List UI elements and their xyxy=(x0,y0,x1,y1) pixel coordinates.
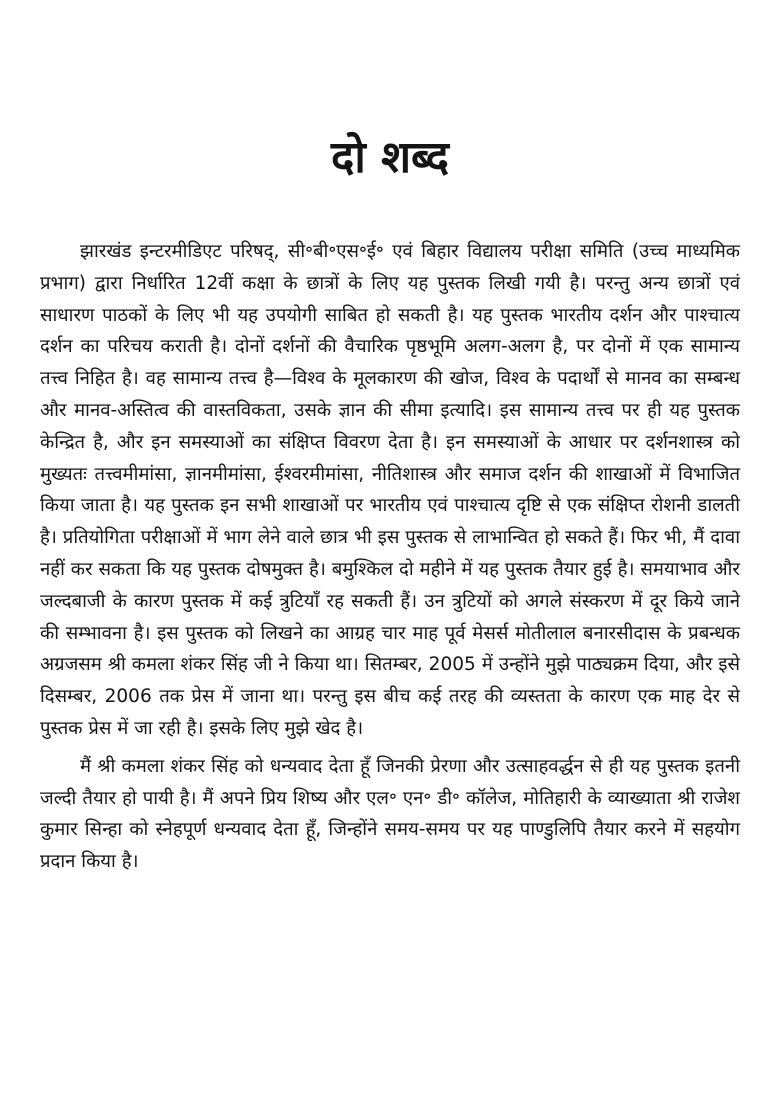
document-page xyxy=(40,0,740,1108)
paragraph-acknowledgement: मैं श्री कमला शंकर सिंह को धन्यवाद देता हूँ जिनकी प्रेरणा और उत्साहवर्द्धन से ही यह पुस्तक इतनी जल्दी तैयार हो पायी है। मैं अपने प्रिय शिष्य और एल॰ एन॰ डी॰ कॉलेज, मोतिहारी के व्याख्याता श्री राजेश कुमार सिन्हा को स्नेहपूर्ण धन्यवाद देता हूँ, जिन्होंने समय-समय पर यह पाण्डुलिपि तैयार करने में सहयोग प्रदान किया है। xyxy=(40,755,740,873)
page-title: दो शब्द xyxy=(330,132,449,183)
paragraph-intro: झारखंड इन्टरमीडिएट परिषद्, सी॰बी॰एस॰ई॰ एवं बिहार विद्यालय परीक्षा समिति (उच्च माध्यमिक प्रभाग) द्वारा निर्धारित 12वीं कक्षा के छात्रों के लिए यह पुस्तक लिखी गयी है। परन्तु अन्य छात्रों एवं साधारण पाठकों के लिए भी यह उपयोगी साबित हो सकती है। यह पुस्तक भारतीय दर्शन और पाश्चात्य दर्शन का परिचय कराती है। दोनों दर्शनों की वैचारिक पृष्ठभूमि अलग-अलग है, पर दोनों में एक सामान्य तत्त्व निहित है। वह सामान्य तत्त्व है—विश्व के मूलकारण की खोज, विश्व के पदार्थों से मानव का सम्बन्ध और मानव-अस्तित्व की वास्तविकता, उसके ज्ञान की सीमा इत्यादि। इस सामान्य तत्त्व पर ही यह पुस्तक केन्द्रित है, और इन समस्याओं का संक्षिप्त विवरण देता है। इन समस्याओं के आधार पर दर्शनशास्त्र को मुख्यतः तत्त्वमीमांसा, ज्ञानमीमांसा, ईश्वरमीमांसा, नीतिशास्त्र और समाज दर्शन की शाखाओं में विभाजित किया जाता है। यह पुस्तक इन सभी शाखाओं पर भारतीय एवं पाश्चात्य दृष्टि से एक संक्षिप्त रोशनी डालती है। प्रतियोगिता परीक्षाओं में भाग लेने वाले छात्र भी इस पुस्तक से लाभान्वित हो सकते हैं। फिर भी, मैं दावा नहीं कर सकता कि यह पुस्तक दोषमुक्त है। बमुश्किल दो महीने में यह पुस्तक तैयार हुई है। समयाभाव और जल्दबाजी के कारण पुस्तक में कई त्रुटियाँ रह सकती हैं। उन त्रुटियों को अगले संस्करण में दूर किये जाने की सम्भावना है। इस पुस्तक को लिखने का आग्रह चार माह पूर्व मेसर्स मोतीलाल बनारसीदास के प्रबन्धक अग्रजसम श्री कमला शंकर सिंह जी ने किया था। सितम्बर, 2005 में उन्होंने मुझे पाठ्यक्रम दिया, और इसे दिसम्बर, 2006 तक प्रेस में जाना था। परन्तु इस बीच कई तरह की व्यस्तता के कारण एक माह देर से पुस्तक प्रेस में जा रही है। इसके लिए मुझे खेद है। xyxy=(40,241,740,739)
body-text xyxy=(40,236,740,878)
